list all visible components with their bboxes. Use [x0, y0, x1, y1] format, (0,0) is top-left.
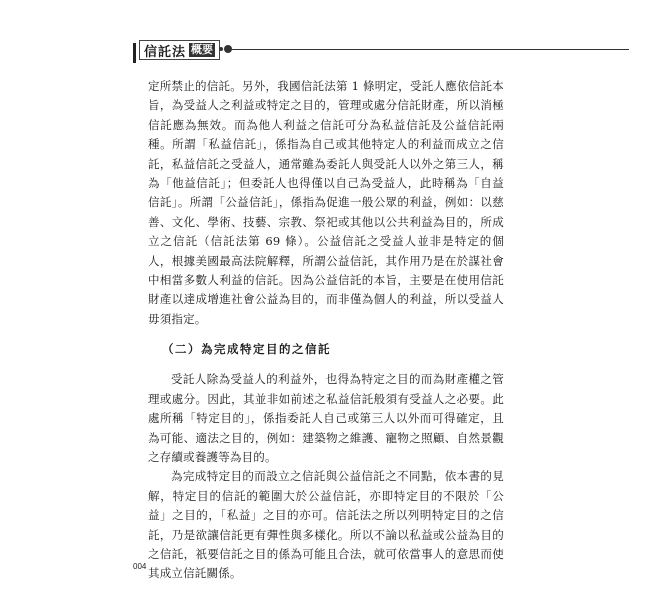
book-title: 信託法 [144, 44, 187, 60]
body-paragraph: 為完成特定目的而設立之信託與公益信託之不同點，依本書的見解，特定目的信託的範圍大於公益信託，亦即特定目的不限於「公益」之目的，「私益」之目的亦可。信託法之所以列明特定目的之信託，乃是欲讓信託更有彈性與多樣化。所以不論以私益或公益為目的之信託，祇要信託之目的係為可能且合法，就可依當事人的意思而使其成立信託關係。 [148, 469, 504, 581]
page-body [148, 77, 504, 584]
running-header [133, 40, 613, 62]
body-paragraph: 受託人除為受益人的利益外，也得為特定之目的而為財產權之管理或處分。因此，其並非如前述之私益信託般須有受益人之必要。此處所稱「特定目的」，係指委託人自己或第三人以外而可得確定，且為可能、適法之目的，例如：建築物之維護、寵物之照顧、自然景觀之存續或養護等為目的。 [148, 372, 504, 464]
header-rule [231, 49, 629, 50]
body-paragraph: 定所禁止的信託。另外，我國信託法第 1 條明定，受託人應依信託本旨，為受益人之利益或特定之目的，管理或處分信託財產，所以消極信託應為無效。而為他人利益之信託可分為私益信託及公益信託兩種。所謂「私益信託」，係指為自己或其他特定人的利益而成立之信託，私益信託之受益人，通常雖為委託人與受託人以外之第三人，稱為「他益信託」；但委託人也得僅以自己為受益人，此時稱為「自益信託」。所謂「公益信託」，係指為促進一般公眾的利益，例如：以慈善、文化、學術、技藝、宗教、祭祀或其他以公共利益為目的，所成立之信託（信託法第 69 條）。公益信託之受益人並非是特定的個人，根據美國最高法院解釋，所謂公益信託，其作用乃是在於謀社會中相當多數人利益的信託。因為公益信託的本旨，主要是在使用信託財產以達成增進社會公益為目的，而非僅為個人的利益，所以受益人毋須指定。 [148, 79, 504, 326]
book-subtitle: 概要 [191, 43, 214, 56]
page-number: 004 [133, 562, 147, 571]
header-small-dot [219, 47, 223, 51]
header-accent-bar [133, 43, 136, 63]
header-title-box [139, 40, 220, 60]
section-heading: （二）為完成特定目的之信託 [162, 342, 331, 357]
